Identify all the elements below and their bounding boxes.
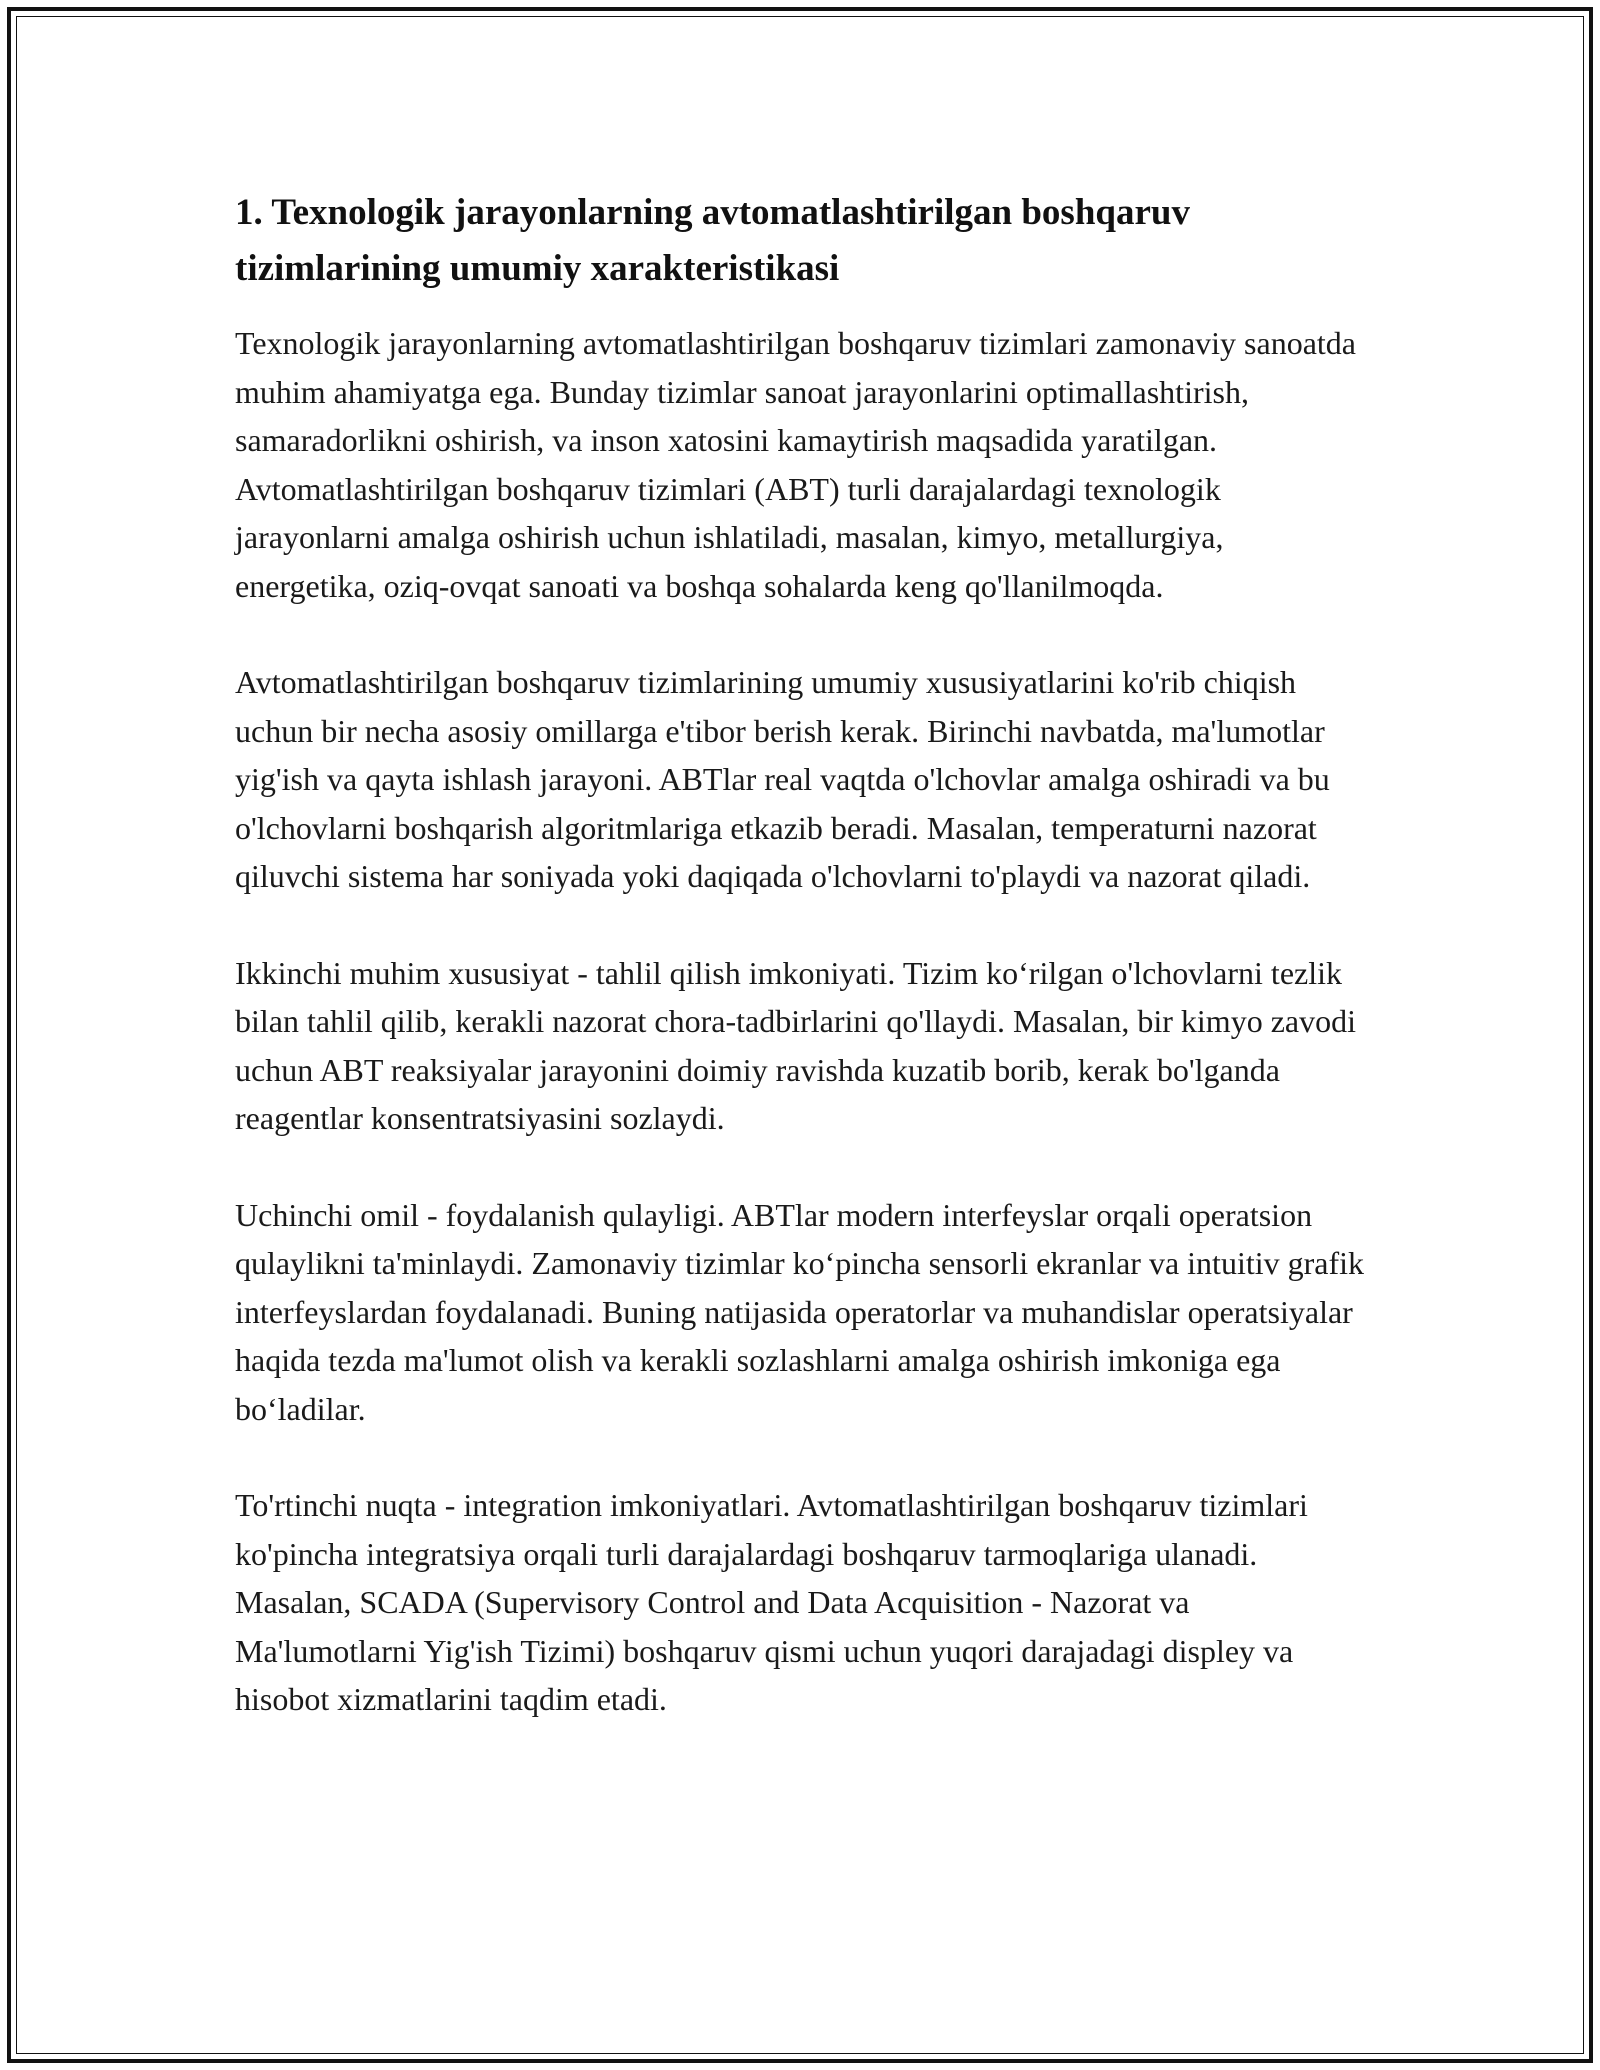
document-body — [235, 185, 1370, 1772]
paragraph-data-collection: Avtomatlashtirilgan boshqaruv tizimlarining umumiy xususiyatlarini ko'rib chiqish uchun bir necha asosiy omillarga e'tibor berish kerak. Birinchi navbatda, ma'lumotlar yig'ish va qayta ishlash jarayoni. ABTlar real vaqtda o'lchovlar amalga oshiradi va bu o'lchovlarni boshqarish algoritmlariga etkazib beradi. Masalan, temperaturni nazorat qiluvchi sistema har soniyada yoki daqiqada o'lchovlarni to'playdi va nazorat qiladi. — [235, 664, 1330, 894]
section-heading: 1. Texnologik jarayonlarning avtomatlashtirilgan boshqaruv tizimlarining umumiy xarakteristikasi — [235, 192, 1190, 289]
paragraph-integration: To'rtinchi nuqta - integration imkoniyatlari. Avtomatlashtirilgan boshqaruv tizimlari ko'pincha integratsiya orqali turli darajalardagi boshqaruv tarmoqlariga ulanadi. Masalan, SCADA (Supervisory Control and Data Acquisition - Nazorat va Ma'lumotlarni Yig'ish Tizimi) boshqaruv qismi uchun yuqori darajadagi displey va hisobot xizmatlarini taqdim etadi. — [235, 1487, 1308, 1717]
paragraph-usability: Uchinchi omil - foydalanish qulayligi. ABTlar modern interfeyslar orqali operatsion qulaylikni ta'minlaydi. Zamonaviy tizimlar ko‘pincha sensorli ekranlar va intuitiv grafik interfeyslardan foydalanadi. Buning natijasida operatorlar va muhandislar operatsiyalar haqida tezda ma'lumot olish va kerakli sozlashlarni amalga oshirish imkoniga ega bo‘ladilar. — [235, 1196, 1365, 1427]
paragraph-intro: Texnologik jarayonlarning avtomatlashtirilgan boshqaruv tizimlari zamonaviy sanoatda muhim ahamiyatga ega. Bunday tizimlar sanoat jarayonlarini optimallashtirish, samaradorlikni oshirish, va inson xatosini kamaytirish maqsadida yaratilgan. Avtomatlashtirilgan boshqaruv tizimlari (ABT) turli darajalardagi texnologik jarayonlarni amalga oshirish uchun ishlatiladi, masalan, kimyo, metallurgiya, energetika, oziq-ovqat sanoati va boshqa sohalarda keng qo'llanilmoqda. — [235, 325, 1356, 604]
paragraph-analysis: Ikkinchi muhim xususiyat - tahlil qilish imkoniyati. Tizim ko‘rilgan o'lchovlarni tezlik bilan tahlil qilib, kerakli nazorat chora-tadbirlarini qo'llaydi. Masalan, bir kimyo zavodi uchun ABT reaksiyalar jarayonini doimiy ravishda kuzatib borib, kerak bo'lganda reagentlar konsentratsiyasini sozlaydi. — [235, 954, 1356, 1136]
